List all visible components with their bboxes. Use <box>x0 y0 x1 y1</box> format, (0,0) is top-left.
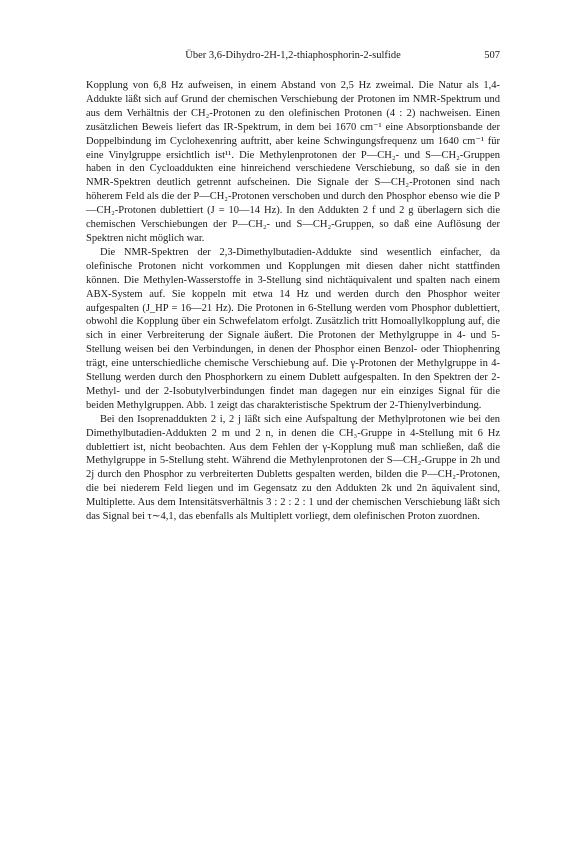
page-number: 507 <box>484 50 500 61</box>
paragraph-3: Bei den Isoprenaddukten 2 i, 2 j läßt sich eine Aufspaltung der Methylprotonen wie bei den Dimethylbutadien-Addukten 2 m und 2 n, in denen die CH₃-Gruppe in 4-Stellung mit 6 Hz dublettiert ist, nicht beobachten. Aus dem Fehlen der γ-Kopplung muß man schließen, daß die Methylgruppe in 5-Stellung steht. Während die Methylenprotonen der S—CH₂-Gruppe in 2h und 2j durch den Phosphor zu verbreiterten Dubletts gespalten werden, bilden die P—CH₂-Protonen, die bei niederem Feld liegen und im Gegensatz zu den Addukten 2k und 2n äquivalent sind, Multiplette. Aus dem Intensitätsverhältnis 3 : 2 : 2 : 1 und der chemischen Verschiebung läßt sich das Signal bei τ∼4,1, das ebenfalls als Multiplett vorliegt, dem olefinischen Proton zuordnen. <box>86 413 500 523</box>
paragraph-1: Kopplung von 6,8 Hz aufweisen, in einem Abstand von 2,5 Hz zweimal. Die Natur als 1,4-Addukte läßt sich auf Grund der chemischen Verschiebung der Protonen im NMR-Spektrum und aus dem Verhältnis der CH₂-Protonen zu den olefinischen Protonen (4 : 2) nachweisen. Einen zusätzlichen Beweis liefert das IR-Spektrum, in dem bei 1670 cm⁻¹ eine Absorptionsbande der Doppelbindung im Cyclohexenring auftritt, aber keine Schwingungsfrequenz um 1640 cm⁻¹ für eine Vinylgruppe ersichtlich ist¹¹. Die Methylenprotonen der P—CH₂- und S—CH₂-Gruppen haben in den Cycloaddukten eine hinreichend verschiedene Verschiebung, so daß sie in den NMR-Spektren deutlich getrennt aufscheinen. Die Signale der S—CH₂-Protonen sind nach höherem Feld als die der P—CH₂-Protonen verschoben und durch den Phosphor ebenso wie die P—CH₂-Protonen dublettiert (J = 10—14 Hz). In den Addukten 2 f und 2 g überlagern sich die chemischen Verschiebungen der P—CH₂- und S—CH₂-Gruppen, so daß eine Auflösung der Spektren nicht möglich war. <box>86 80 500 244</box>
page <box>86 50 500 524</box>
running-title: Über 3,6-Dihydro-2H-1,2-thiaphosphorin-2-sulfide <box>185 50 401 61</box>
paragraph-2: Die NMR-Spektren der 2,3-Dimethylbutadien-Addukte sind wesentlich einfacher, da olefinische Protonen nicht vorkommen und Kopplungen mit diesen daher nicht stattfinden können. Die Methylen-Wasserstoffe in 3-Stellung sind nichtäquivalent und spalten nach einem ABX-System auf. Sie koppeln mit etwa 14 Hz und werden durch den Phosphor weiter aufgespalten (J_HP = 16—21 Hz). Die Protonen in 6-Stellung werden vom Phosphor dublettiert, obwohl die Kopplung über ein Schwefelatom erfolgt. Zusätzlich tritt Homoallylkopplung auf, die sich in einer Verbreiterung der Signale äußert. Die Protonen der Methylgruppe in 4- und 5-Stellung weisen bei den Verbindungen, in denen der Phosphor einen Benzol- oder Thiophenring trägt, eine unterschiedliche chemische Verschiebung auf. Die γ-Protonen der Methylgruppe in 4-Stellung werden durch den Phosphorkern zu einem Dublett aufgespalten. In den Spektren der 2-Methyl- und der 2-Isobutylverbindungen findet man dagegen nur ein einziges Signal für die beiden Methylgruppen. Abb. 1 zeigt das charakteristische Spektrum der 2-Thienylverbindung. <box>86 246 500 411</box>
running-head <box>86 50 500 61</box>
